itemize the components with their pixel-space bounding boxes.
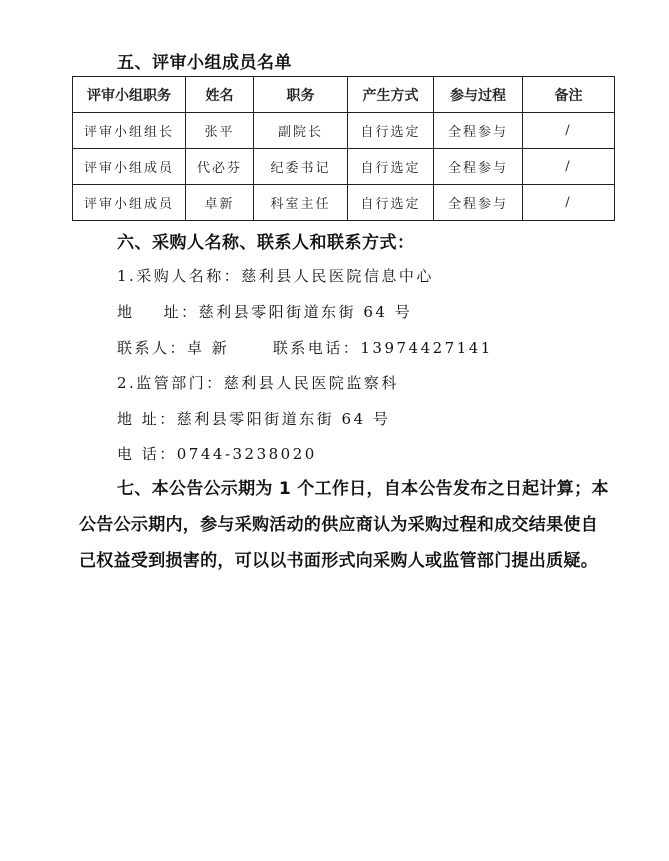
- header-cell: 评审小组职务: [73, 77, 186, 113]
- cell: 自行选定: [348, 185, 434, 221]
- section5-heading: 五、评审小组成员名单: [117, 53, 292, 73]
- phone-line: 电 话：0744-3238020: [117, 445, 317, 463]
- cell: 评审小组成员: [73, 185, 186, 221]
- cell: 评审小组组长: [73, 113, 186, 149]
- cell: 卓新: [186, 185, 254, 221]
- section6-heading: 六、采购人名称、联系人和联系方式：: [117, 233, 415, 253]
- cell: 全程参与: [434, 113, 523, 149]
- cell: /: [523, 185, 615, 221]
- cell: /: [523, 113, 615, 149]
- contact-line: 联系人：卓 新 联系电话：13974427141: [117, 339, 493, 357]
- cell: 代必芬: [186, 149, 254, 185]
- section7-text: 七、本公告公示期为 1 个工作日，自本公告发布之日起计算；本公告公示期内，参与采购活动的供应商认为采购过程和成交结果使自己权益受到损害的，可以以书面形式向采购人或监管部门提出质疑。: [79, 479, 609, 571]
- supervisor-address-line: 地 址：慈利县零阳街道东街 64 号: [117, 410, 391, 428]
- cell: 全程参与: [434, 185, 523, 221]
- header-cell: 备注: [523, 77, 615, 113]
- cell: 张平: [186, 113, 254, 149]
- header-cell: 姓名: [186, 77, 254, 113]
- cell: 纪委书记: [254, 149, 348, 185]
- cell: 评审小组成员: [73, 149, 186, 185]
- purchaser-name-line: 1.采购人名称：慈利县人民医院信息中心: [117, 267, 434, 285]
- cell: 自行选定: [348, 149, 434, 185]
- review-panel-table: [72, 76, 615, 221]
- cell: 科室主任: [254, 185, 348, 221]
- table-header-row: [73, 77, 615, 113]
- header-cell: 参与过程: [434, 77, 523, 113]
- table-row: [73, 185, 615, 221]
- cell: 全程参与: [434, 149, 523, 185]
- cell: /: [523, 149, 615, 185]
- supervisor-name-line: 2.监管部门：慈利县人民医院监察科: [117, 374, 399, 392]
- table-row: [73, 113, 615, 149]
- cell: 自行选定: [348, 113, 434, 149]
- purchaser-address-line: 地 址：慈利县零阳街道东街 64 号: [117, 303, 413, 321]
- cell: 副院长: [254, 113, 348, 149]
- table-row: [73, 149, 615, 185]
- section7-paragraph: [79, 471, 614, 579]
- header-cell: 产生方式: [348, 77, 434, 113]
- header-cell: 职务: [254, 77, 348, 113]
